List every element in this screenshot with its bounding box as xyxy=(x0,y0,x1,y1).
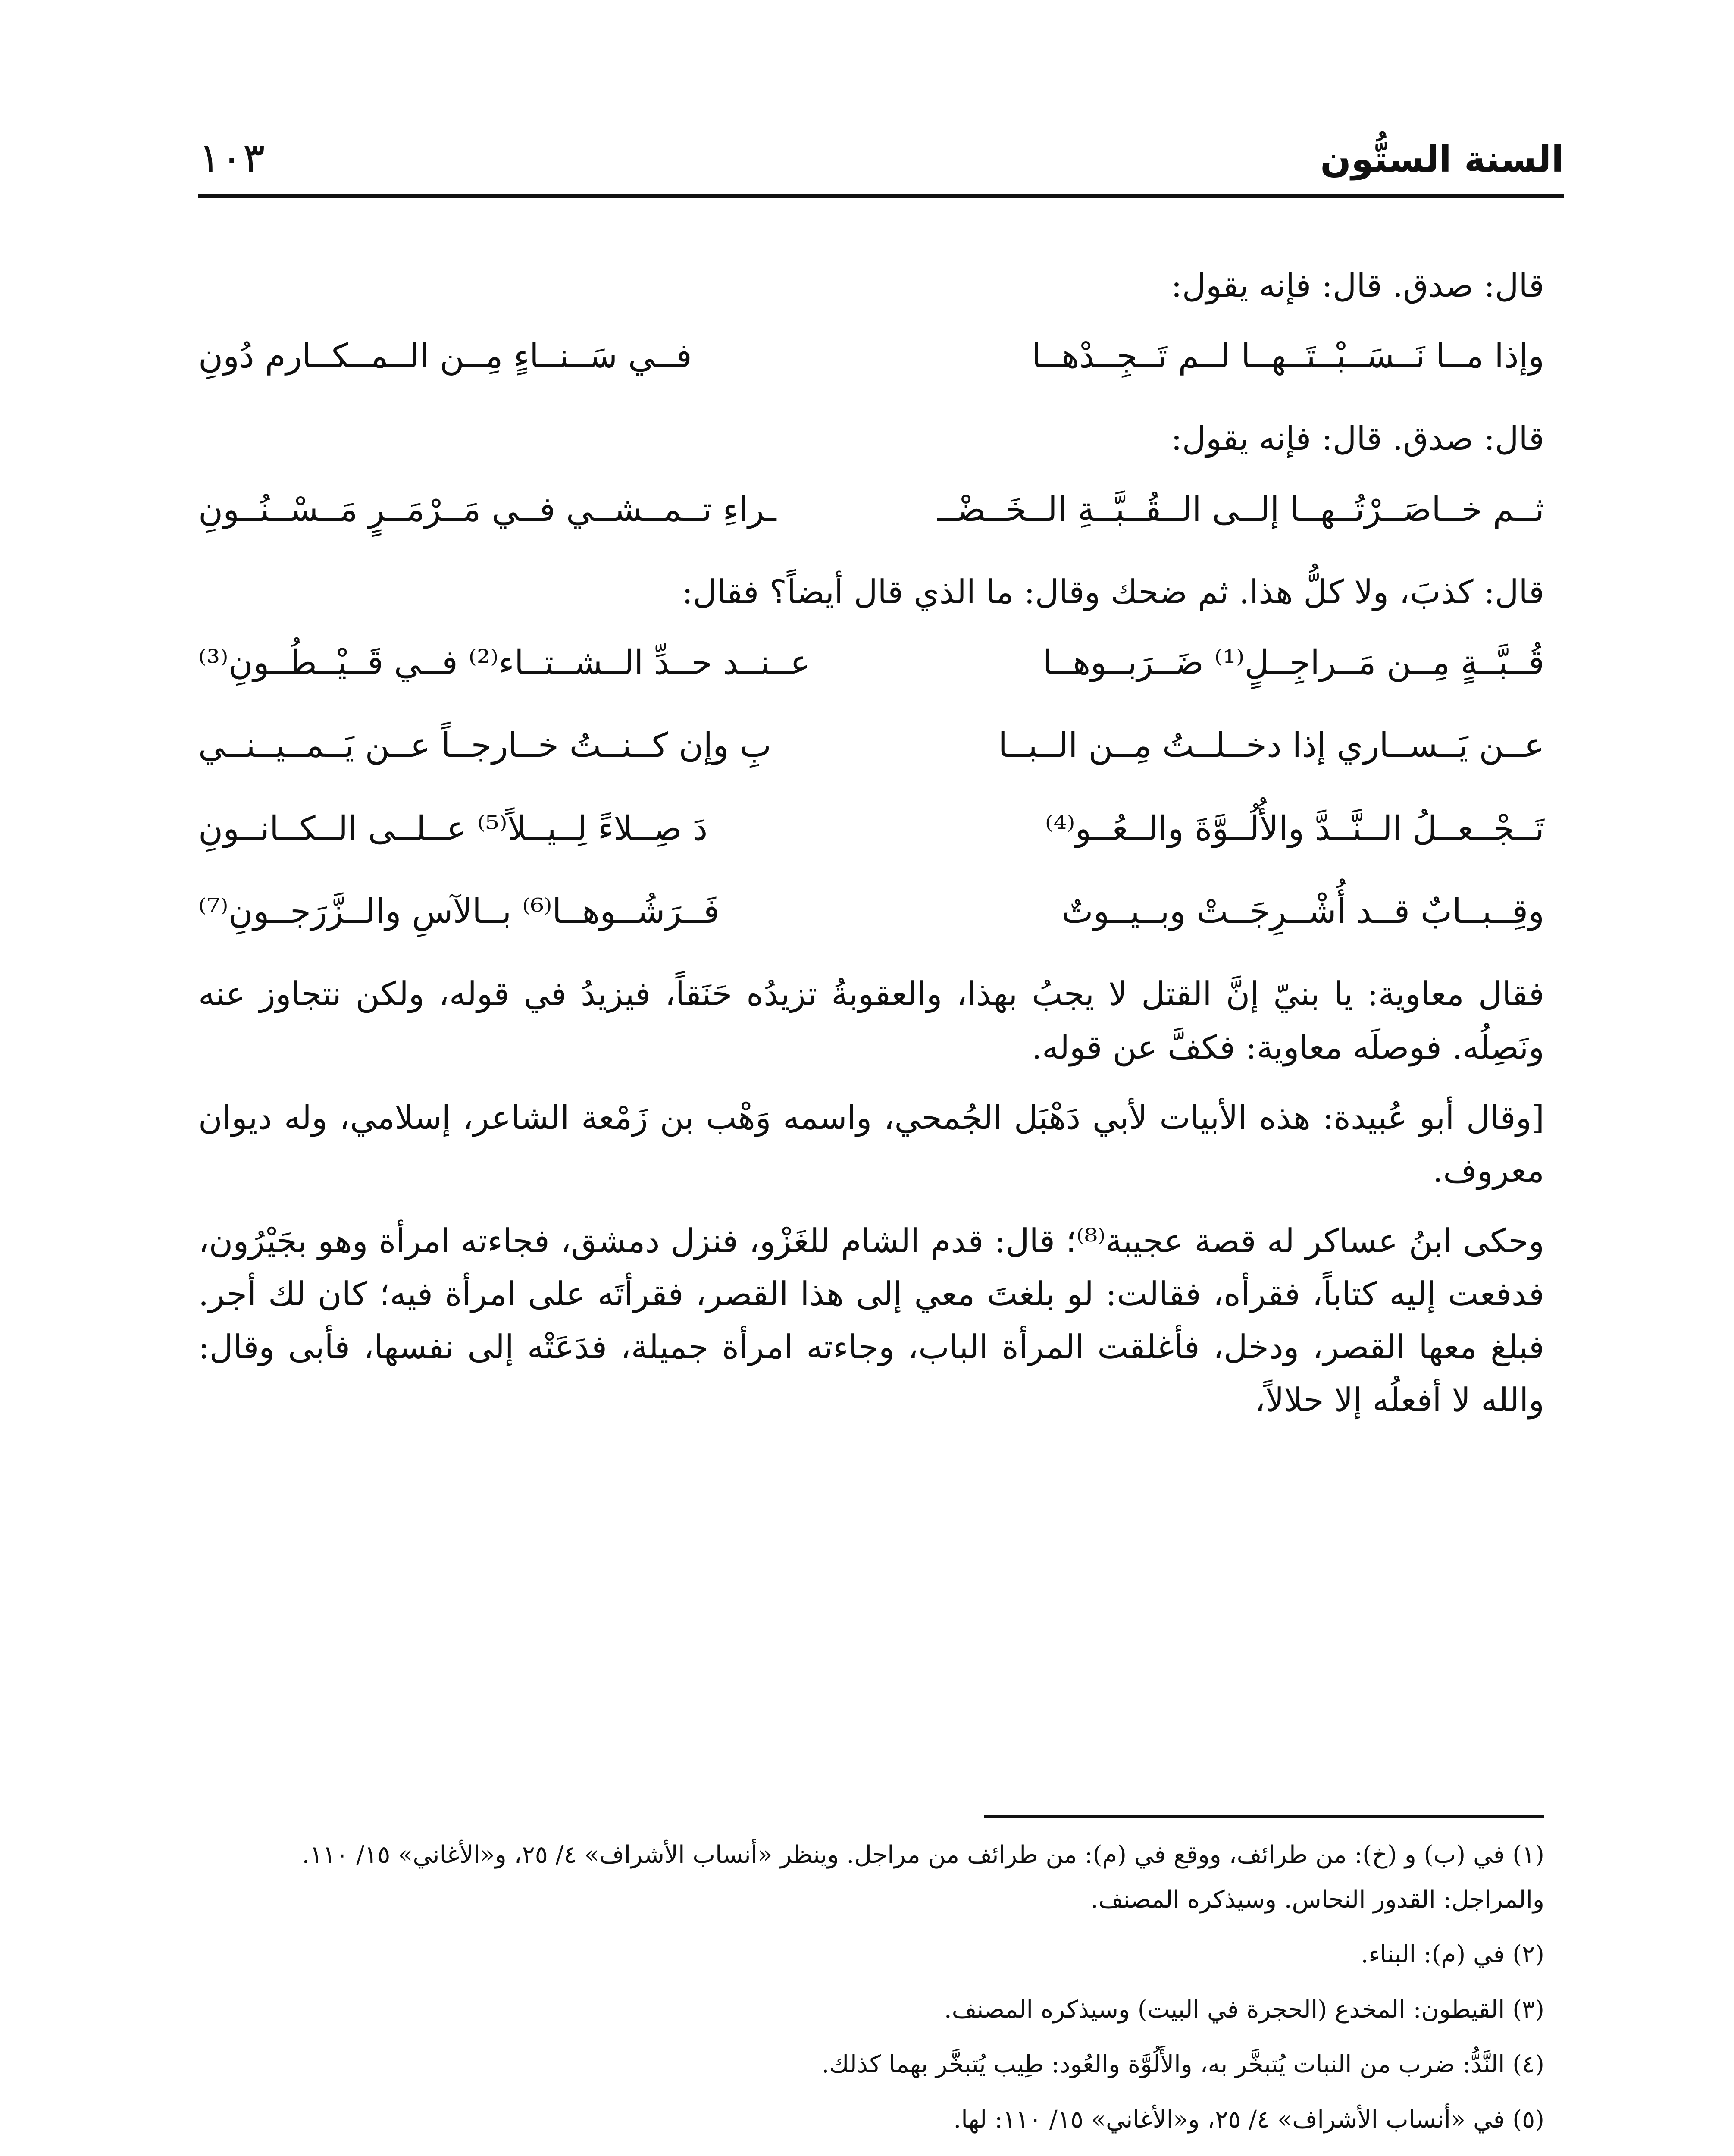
footnote: (٥) في «أنساب الأشراف» ٤/ ٢٥، و«الأغاني» ١٥/ ١١٠: لها. xyxy=(953,2105,1544,2134)
verse-second-hemistich: فــي سَــنــاءٍ مِــن الــمــكــارم دُونِ xyxy=(198,337,692,376)
verse-first-hemistich: وإذا مــا نَــسَــبْــتَــهــا لــم تَــجِــدْهــا xyxy=(1031,337,1544,376)
verse-first-hemistich: وقِــبــابٌ قــد أُشْــرِجَــتْ وبــيــوتٌ xyxy=(1061,892,1544,931)
verse-second-hemistich: دَ صِــلاءً لِــيــلاً⁽⁵⁾ عــلــى الــكــانــونِ xyxy=(198,809,708,848)
verse-line xyxy=(198,483,1544,537)
footnotes xyxy=(198,1833,1544,2156)
verse-line xyxy=(198,718,1544,773)
footnote: (٤) النَّدُّ: ضرب من النبات يُتبخَّر به، والأَلُوَّة والعُود: طِيب يُتبخَّر بهما كذلك. xyxy=(821,2050,1544,2079)
verse-first-hemistich: عــن يَــســاري إذا دخــلــتُ مِــن الــبــا xyxy=(998,726,1544,765)
footnote xyxy=(198,2153,1544,2156)
verse-line xyxy=(198,636,1544,690)
verse-line xyxy=(198,329,1544,383)
intro-line: قال: صدق. قال: فإنه يقول: xyxy=(1171,419,1544,458)
paragraph: فقال معاوية: يا بنيّ إنَّ القتل لا يجبُ بهذا، والعقوبةُ تزيدُه حَنَقاً، فيزيدُ في قوله، ولكن نتجاوز عنه ونَصِلُه. فوصلَه معاوية: فكفَّ عن قوله. xyxy=(198,975,1544,1066)
paragraph: وحكى ابنُ عساكر له قصة عجيبة⁽⁸⁾؛ قال: قدم الشام للغَزْو، فنزل دمشق، فجاءته امرأة وهو بجَيْرُون، فدفعت إليه كتاباً، فقرأه، فقالت: لو بلغتَ معي إلى هذا القصر، فقرأتَه على امرأة فيه؛ كان لك أجر. فبلغ معها القصر، ودخل، فأغلقت المرأة الباب، وجاءته امرأة جميلة، فدَعَتْه إلى نفسها، فأبى وقال: والله لا أفعلُه إلا حلالاً، xyxy=(198,1221,1544,1420)
intro-line: قال: صدق. قال: فإنه يقول: xyxy=(1171,266,1544,304)
verse-second-hemistich: عــنــد حــدِّ الــشــتــاء⁽²⁾ فــي قَــيْــطُــونِ⁽³⁾ xyxy=(198,643,811,683)
verse-line xyxy=(198,884,1544,939)
verse-first-hemistich: تَــجْــعــلُ الــنَّــدَّ والأُلُــوَّةَ والــعُــو⁽⁴⁾ xyxy=(1045,809,1544,848)
running-header xyxy=(198,129,1564,198)
paragraph: [وقال أبو عُبيدة: هذه الأبيات لأبي دَهْبَل الجُمحي، واسمه وَهْب بن زَمْعة الشاعر، إسلامي، وله ديوان معروف. xyxy=(198,1098,1544,1190)
main-text xyxy=(198,259,1544,1444)
running-title: السنة الستُّون xyxy=(1320,138,1564,180)
verse-second-hemistich: بِ وإن كــنــتُ خــارجــاً عــن يَــمــيــنــي xyxy=(198,726,772,765)
page-number: ١٠٣ xyxy=(198,134,265,182)
intro-line: قال: كذبَ، ولا كلُّ هذا. ثم ضحك وقال: ما الذي قال أيضاً؟ فقال: xyxy=(682,572,1544,611)
verse-second-hemistich: ـراءِ تــمــشــي فــي مَــرْمَــرٍ مَــسْــنُــونِ xyxy=(198,490,776,529)
verse-second-hemistich: فَــرَشُــوهــا⁽⁶⁾ بــالآسِ والــزَّرَجــونِ⁽⁷⁾ xyxy=(198,892,720,931)
verse-first-hemistich: قُــبَّــةٍ مِــن مَــراجِــلٍ⁽¹⁾ ضَــرَبــوهــا xyxy=(1042,643,1544,683)
footnote: (٢) في (م): البناء. xyxy=(1361,1940,1544,1969)
footnote: (١) في (ب) و (خ): من طرائف، ووقع في (م): من طرائف من مراجل. وينظر «أنساب الأشراف» ٤/ ٢٥، و«الأغاني» ١٥/ ١١٠. والمراجل: القدور النحاس. وسيذكره المصنف. xyxy=(302,1841,1544,1914)
verse-first-hemistich: ثــم خــاصَــرْتُــهــا إلــى الــقُــبَّــةِ الــخَــضْــ xyxy=(937,490,1544,529)
footnote-separator xyxy=(984,1815,1544,1818)
verse-line xyxy=(198,802,1544,856)
footnote: (٣) القيطون: المخدع (الحجرة في البيت) وسيذكره المصنف. xyxy=(944,1995,1544,2024)
